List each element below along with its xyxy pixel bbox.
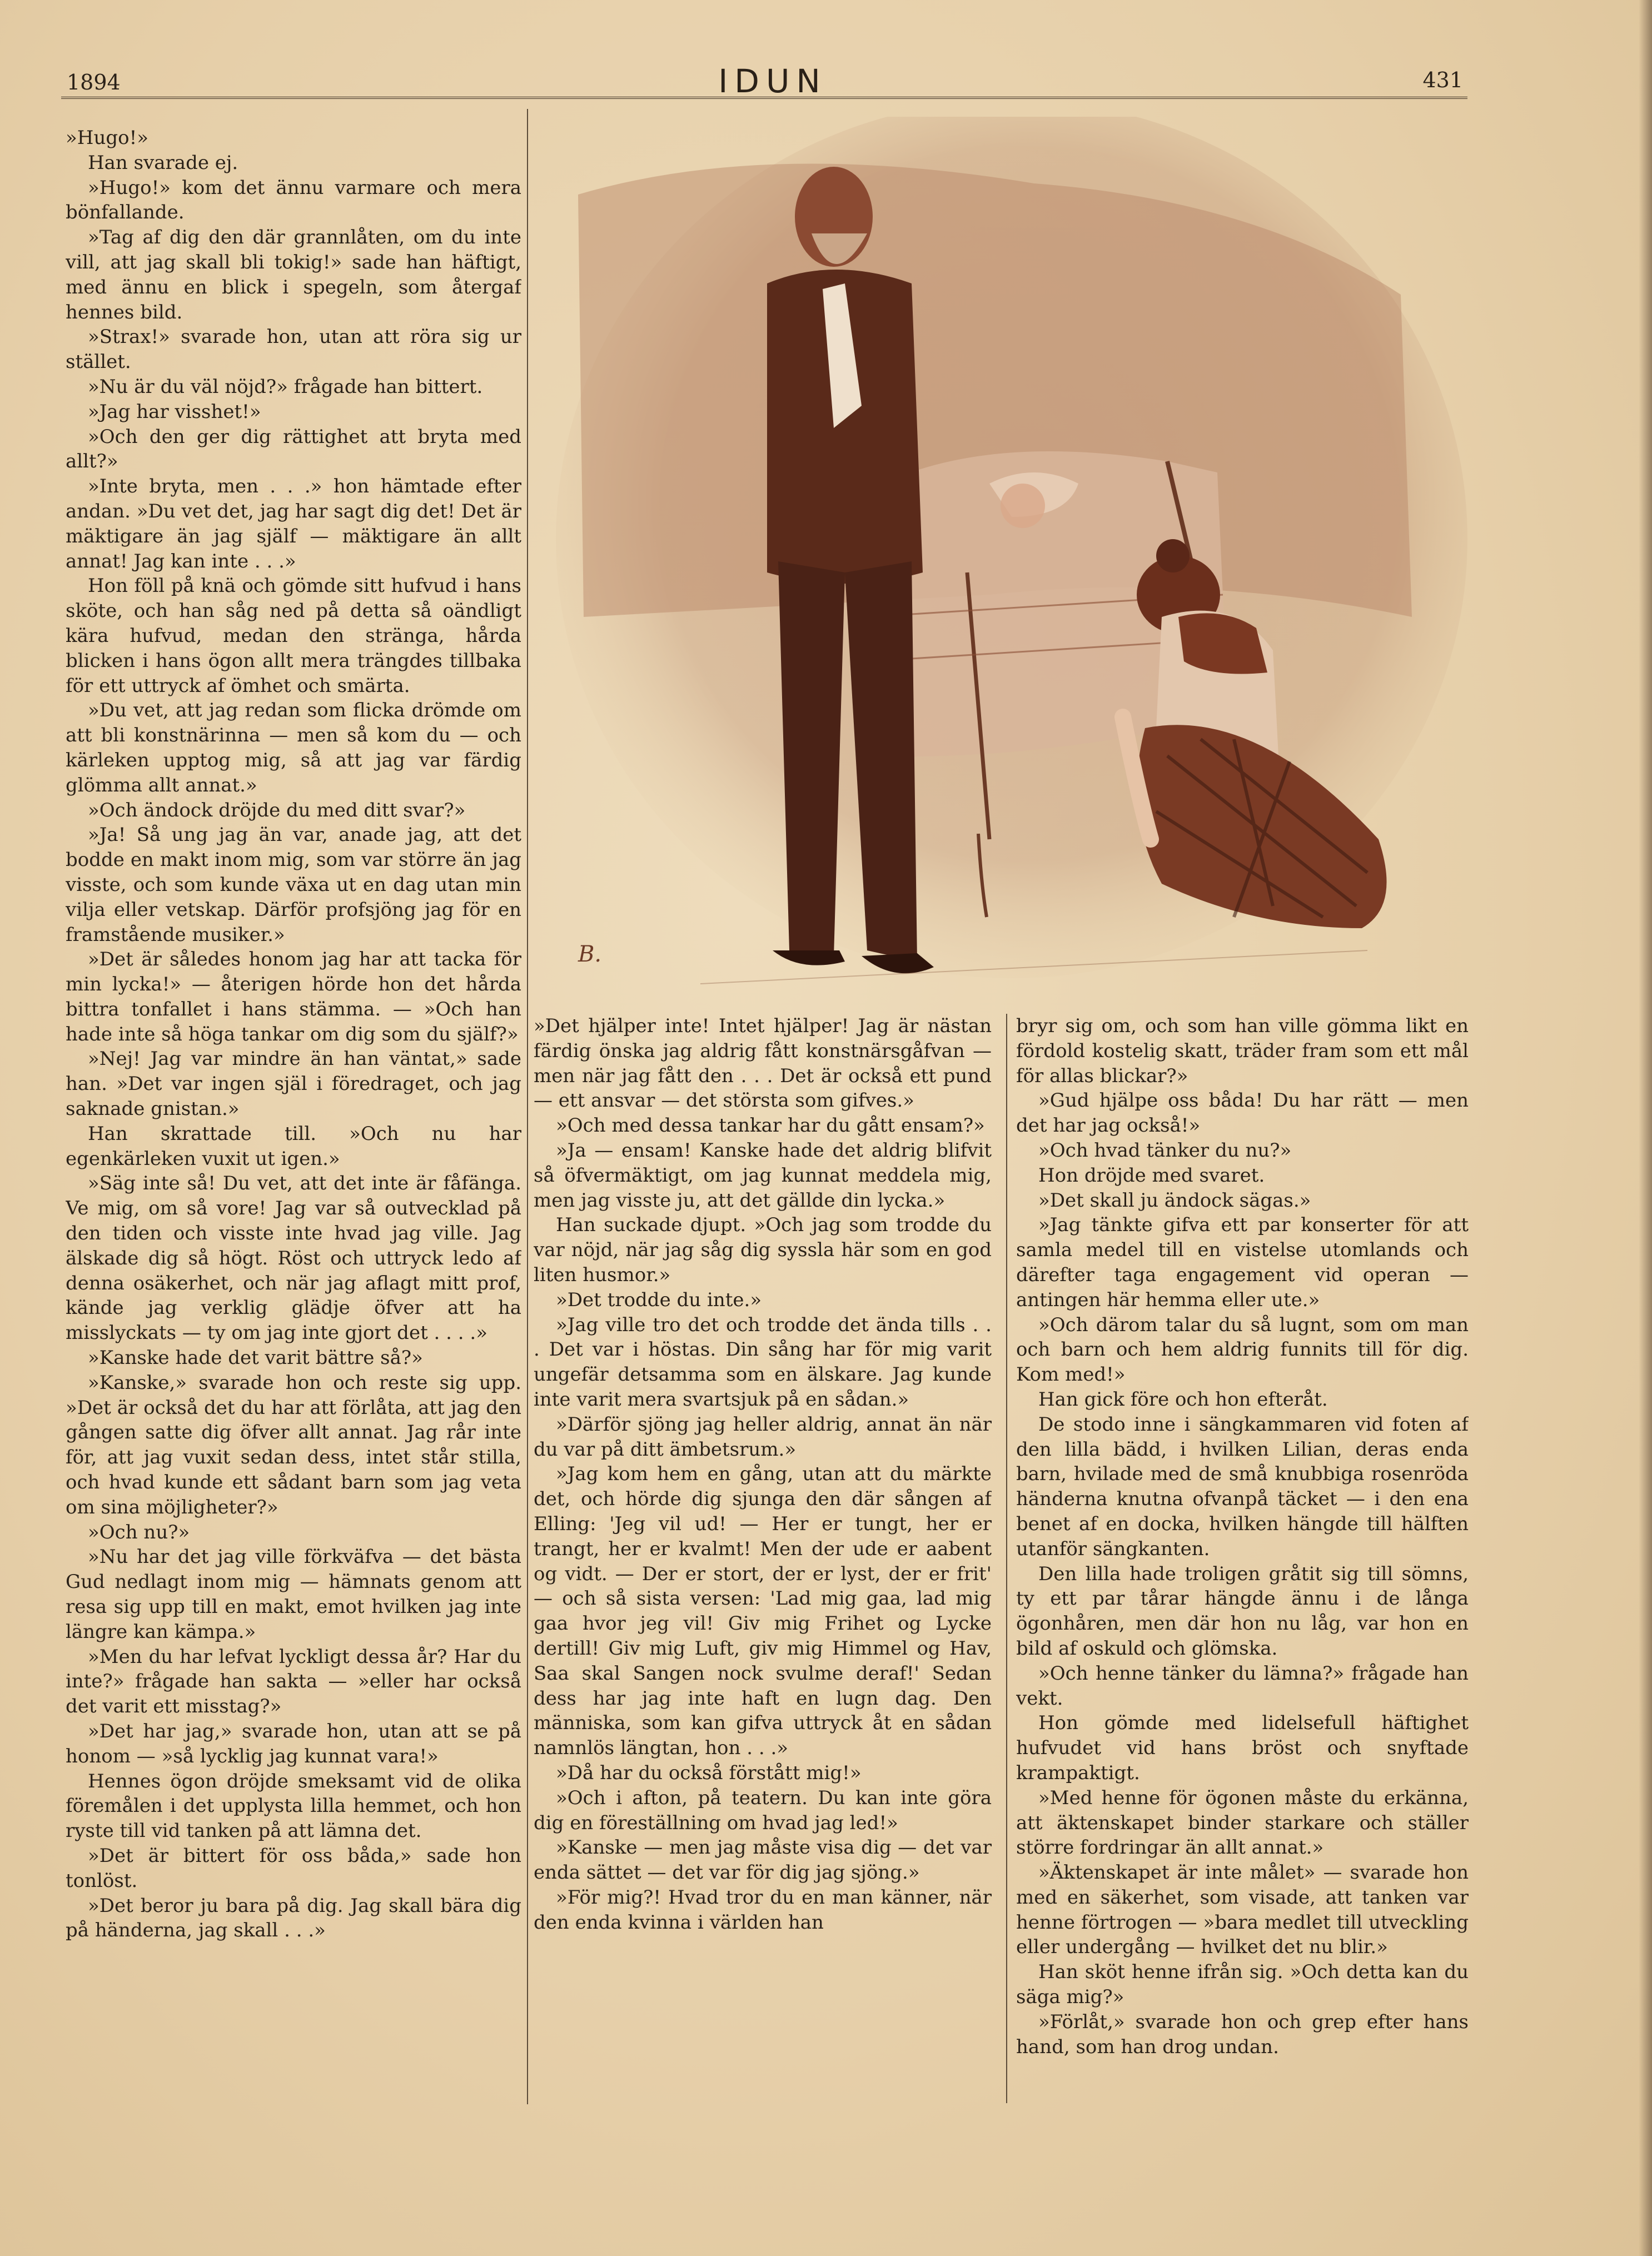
paragraph: »Nej! Jag var mindre än han väntat,» sade han. »Det var ingen själ i föredraget, och jag saknade gnistan.»: [66, 1048, 521, 1120]
paragraph: »Kanske — men jag måste visa dig — det var enda sättet — det var för dig jag sjöng.»: [534, 1836, 992, 1884]
paragraph: »Hugo!» kom det ännu varmare och mera bönfallande.: [66, 176, 521, 224]
paragraph: »Äktenskapet är inte målet» — svarade hon med en säkerhet, som visade, att tanken var henne förtrogen — »bara medlet till utveckling eller undergång — hvilket det nu blir.»: [1016, 1861, 1469, 1959]
paragraph: »Och hvad tänker du nu?»: [1038, 1139, 1292, 1162]
sleeping-child: [1001, 484, 1045, 528]
illustration: [534, 117, 1467, 1008]
paragraph: »Jag har visshet!»: [88, 400, 261, 423]
paragraph: »Hugo!»: [66, 127, 149, 149]
column-divider-left: [527, 109, 528, 2104]
paragraph: »Kanske hade det varit bättre så?»: [88, 1347, 423, 1369]
paragraph: »Och i afton, på teatern. Du kan inte göra dig en föreställning om hvad jag led!»: [534, 1786, 992, 1834]
paragraph: »Det trodde du inte.»: [556, 1288, 762, 1311]
paragraph: »Det skall ju ändock sägas.»: [1038, 1189, 1311, 1212]
paragraph: Han skrattade till. »Och nu har egenkärleken vuxit ut igen.»: [66, 1122, 521, 1170]
paragraph: »Det är således honom jag har att tacka för min lycka!» — återigen hörde hon det hårda bittra tonfallet i hans stämma. — »Och han hade inte så höga tankar om dig som du själf?»: [66, 948, 521, 1045]
paragraph: »Nu är du väl nöjd?» frågade han bittert.: [88, 375, 483, 398]
header-rule: [61, 97, 1467, 99]
page-edge-shadow: [1639, 0, 1652, 2256]
journal-title: IDUN: [718, 62, 827, 100]
paragraph: »Därför sjöng jag heller aldrig, annat än när du var på ditt ämbetsrum.»: [534, 1413, 992, 1461]
paragraph: »Och ändock dröjde du med ditt svar?»: [88, 799, 466, 821]
paragraph: »Kanske,» svarade hon och reste sig upp. »Det är också det du har att förlåta, att jag den gången satte dig öfver allt annat. Jag rår inte för, att jag vuxit sedan dess, intet står stilla, och hvad kunde ett sådant barn som jag veta om sina möjligheter?»: [66, 1371, 521, 1518]
text-column-right: [1016, 1014, 1469, 2098]
paragraph: »Gud hjälpe oss båda! Du har rätt — men det har jag också!»: [1016, 1089, 1469, 1137]
paragraph: Han gick före och hon efteråt.: [1038, 1388, 1328, 1411]
paragraph: »Det hjälper inte! Intet hjälper! Jag är nästan färdig önska jag aldrig fått konstnärsgåfvan — men när jag fått den . . . Det är också ett pund — ett ansvar — det största som gifves.»: [534, 1015, 992, 1112]
paragraph: »Ja — ensam! Kanske hade det aldrig blifvit så öfvermäktigt, om jag kunnat meddela mig, men jag visste ju, att det gällde din lycka.»: [534, 1139, 992, 1212]
paragraph: »Strax!» svarade hon, utan att röra sig ur stället.: [66, 326, 521, 373]
paragraph: Hennes ögon dröjde smeksamt vid de olika föremålen i det upplysta lilla hemmet, och hon ryste till vid tanken på att lämna det.: [66, 1770, 521, 1842]
paragraph: Hon dröjde med svaret.: [1038, 1164, 1265, 1187]
paragraph: »Jag kom hem en gång, utan att du märkte det, och hörde dig sjunga den där sången af Elling: 'Jeg vil ud! — Her er tungt, her er trangt, her er kvalmt! Men der ude er aabent og vidt. — Der er stort, der er lyst, der er frit' — och så sista versen: 'Lad mig gaa, lad mig gaa hvor jeg vil! Giv mig Frihet og Lycke dertill! Giv mig Luft, giv mig Himmel og Hav, Saa skal Sangen nock svulme deraf!' Sedan dess har jag inte haft en lugn dag. Den människa, som kan gifva uttryck åt en sådan namnlös längtan, hon . . .»: [534, 1463, 992, 1760]
paragraph: Han sköt henne ifrån sig. »Och detta kan du säga mig?»: [1016, 1961, 1469, 2009]
paragraph: »Och därom talar du så lugnt, som om man och barn och hem aldrig funnits till för dig. Kom med!»: [1016, 1313, 1469, 1386]
paragraph: »Det är bittert för oss båda,» sade hon tonlöst.: [66, 1844, 521, 1892]
artist-signature: B.: [578, 942, 602, 967]
text-column-left: [66, 126, 521, 2104]
paragraph: »Men du har lefvat lyckligt dessa år? Har du inte?» frågade han sakta — »eller har också det varit ett misstag?»: [66, 1645, 521, 1718]
paragraph: Den lilla hade troligen gråtit sig till sömns, ty ett par tårar hängde ännu i de långa ögonhåren, men där hon nu låg, var hon en bild af oskuld och glömska.: [1016, 1562, 1469, 1660]
paragraph: bryr sig om, och som han ville gömma likt en fördold kostelig skatt, träder fram som ett mål för allas blickar?»: [1016, 1015, 1469, 1087]
paragraph: Han suckade djupt. »Och jag som trodde du var nöjd, när jag såg dig syssla här som en god liten husmor.»: [534, 1214, 992, 1286]
paragraph: »För mig?! Hvad tror du en man känner, när den enda kvinna i världen han: [534, 1886, 992, 1934]
paragraph: »Förlåt,» svarade hon och grep efter hans hand, som han drog undan.: [1016, 2010, 1469, 2058]
paragraph: »Inte bryta, men . . .» hon hämtade efter andan. »Du vet det, jag har sagt dig det! Det är mäktigare än jag själf — mäktigare än allt annat! Jag kan inte . . .»: [66, 475, 521, 572]
paragraph: Han svarade ej.: [88, 151, 238, 174]
paragraph: »Med henne för ögonen måste du erkänna, att äktenskapet binder starkare och ställer större fordringar än allt annat.»: [1016, 1786, 1469, 1859]
paragraph: »Tag af dig den där grannlåten, om du inte vill, att jag skall bli tokig!» sade han häftigt, med ännu en blick i spegeln, som återgaf hennes bild.: [66, 226, 521, 323]
paragraph: »Då har du också förstått mig!»: [556, 1761, 862, 1784]
paragraph: »Det har jag,» svarade hon, utan att se på honom — »så lycklig jag kunnat vara!»: [66, 1720, 521, 1767]
paragraph: »Nu har det jag ville förkväfva — det bästa Gud nedlagt inom mig — hämnats genom att resa sig upp till en makt, emot hvilken jag inte längre kan kämpa.»: [66, 1546, 521, 1643]
paragraph: »Jag tänkte gifva ett par konserter för att samla medel till en vistelse utomlands och därefter taga engagement vid operan — antingen här hemma eller ute.»: [1016, 1214, 1469, 1311]
page-number: 431: [1422, 68, 1463, 92]
paragraph: »Och med dessa tankar har du gått ensam?»: [556, 1114, 985, 1137]
header-year: 1894: [67, 70, 121, 94]
running-header: [0, 0, 1652, 106]
paragraph: »Och henne tänker du lämna?» frågade han vekt.: [1016, 1662, 1469, 1710]
illustration-drawing: [534, 117, 1467, 1008]
paragraph: Hon föll på knä och gömde sitt hufvud i hans sköte, och han såg ned på detta så oändligt kära hufvud, medan den stränga, hårda blicken i hans ögon allt mera trängdes tillbaka för ett uttryck af ömhet och smärta.: [66, 575, 521, 697]
paragraph: Hon gömde med lidelsefull häftighet hufvudet vid hans bröst och snyftade krampaktigt.: [1016, 1712, 1469, 1784]
paragraph: »Och nu?»: [88, 1521, 190, 1543]
paragraph: »Du vet, att jag redan som flicka drömde om att bli konstnärinna — men så kom du — och kärleken upptog mig, så att jag var färdig glömma allt annat.»: [66, 699, 521, 796]
paragraph: »Jag ville tro det och trodde det ända tills . . . Det var i höstas. Din sång har för mig varit ungefär detsamma som en älskare. Jag kunde inte varit mera svartsjuk på en sådan.»: [534, 1313, 992, 1411]
column-divider-right: [1006, 1014, 1007, 2103]
paragraph: De stodo inne i sängkammaren vid foten af den lilla bädd, i hvilken Lilian, deras enda barn, hvilade med de små knubbiga rosenröda händerna knutna ofvanpå täcket — i den ena benet af en docka, hvilken hängde till hälften utanför sängkanten.: [1016, 1413, 1469, 1560]
paragraph: »Säg inte så! Du vet, att det inte är fåfänga. Ve mig, om så vore! Jag var så outvecklad på den tiden och visste inte hvad jag ville. Jag älskade dig så högt. Röst och uttryck ledo af denna osäkerhet, och när jag aflagt mitt prof, kände jag verklig glädje öfver att ha misslyckats — ty om jag inte gjort det . . . .»: [66, 1172, 521, 1344]
paragraph: »Det beror ju bara på dig. Jag skall bära dig på händerna, jag skall . . .»: [66, 1894, 521, 1942]
paragraph: »Ja! Så ung jag än var, anade jag, att det bodde en makt inom mig, som var större än jag visste, och som kunde växa ut en dag utan min vilja eller vetskap. Därför profsjöng jag för en framstående musiker.»: [66, 824, 521, 946]
paragraph: »Och den ger dig rättighet att bryta med allt?»: [66, 425, 521, 473]
text-column-middle: [534, 1014, 992, 2098]
